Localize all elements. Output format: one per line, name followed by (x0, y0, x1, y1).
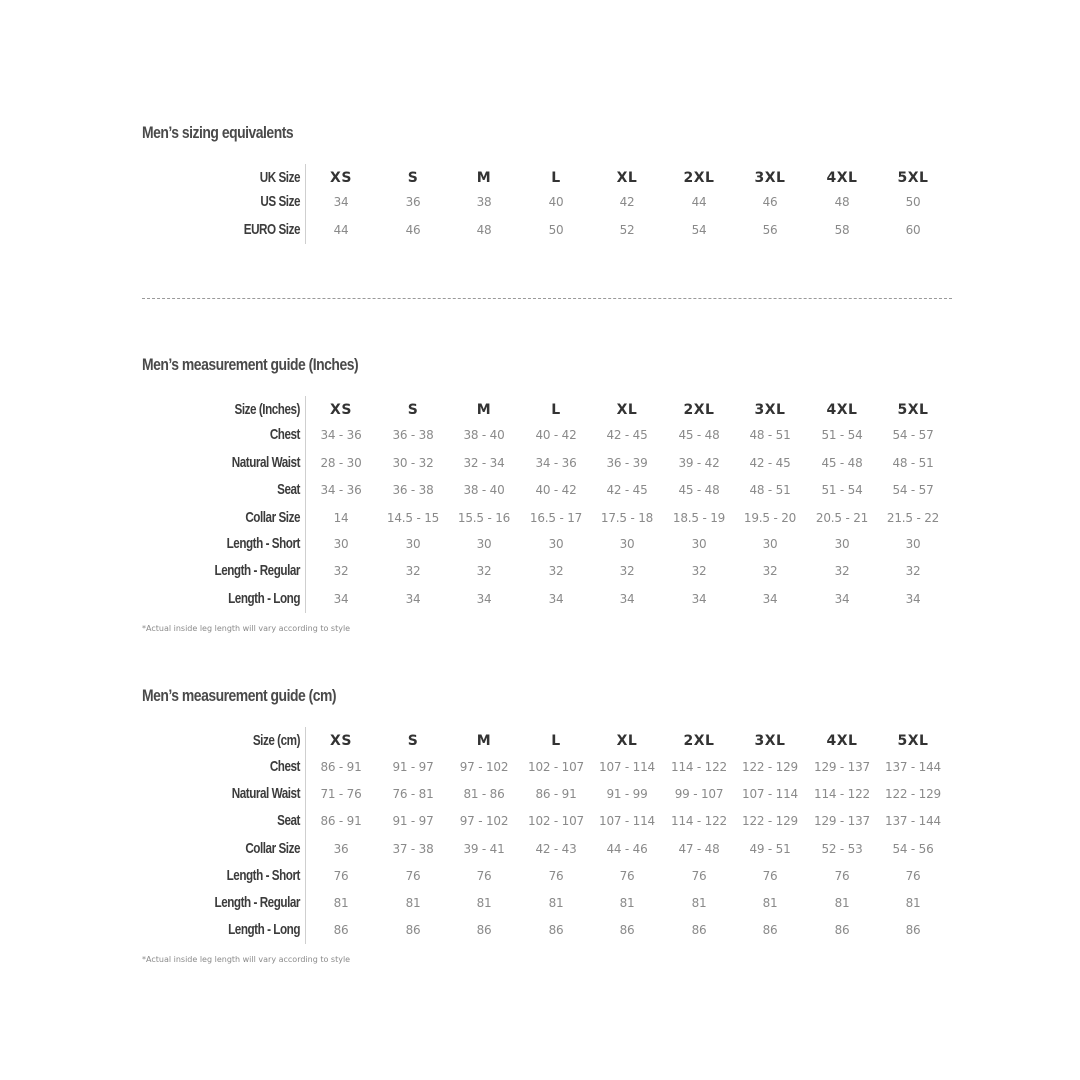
table-cell: 114 - 122 (814, 787, 870, 801)
table-cell: 48 - 51 (749, 428, 791, 442)
table-cell: 19.5 - 20 (743, 511, 797, 525)
table-cell: 86 (834, 923, 850, 937)
table-cell: 34 (762, 592, 778, 606)
table-row (0, 192, 1080, 212)
table-cell: 34 - 36 (535, 456, 577, 470)
table-row (0, 866, 1080, 886)
table-cell: 114 - 122 (671, 814, 727, 828)
row-label: Seat (277, 481, 300, 498)
table-header-row (0, 731, 1080, 751)
table-cell: 54 - 56 (892, 842, 934, 856)
table-cell: 52 - 53 (821, 842, 863, 856)
table-cell: 32 (619, 564, 635, 578)
table-cell: 32 (905, 564, 921, 578)
row-label: Collar Size (245, 840, 300, 857)
table-cell: 14.5 - 15 (386, 511, 440, 525)
table-cell: 76 (905, 869, 921, 883)
table-cell: 14 (333, 511, 349, 525)
row-label: Collar Size (245, 509, 300, 526)
table-cell: 44 - 46 (606, 842, 648, 856)
row-label: Length - Short (226, 867, 300, 884)
size-header: M (476, 170, 492, 186)
size-header: L (551, 402, 561, 418)
size-header: XS (330, 733, 352, 749)
table-cell: 46 (405, 223, 421, 237)
table-cell: 102 - 107 (528, 760, 584, 774)
table-cell: 51 - 54 (821, 483, 863, 497)
table-cell: 37 - 38 (392, 842, 434, 856)
table-cell: 17.5 - 18 (600, 511, 654, 525)
table-row (0, 480, 1080, 500)
row-label: UK Size (259, 169, 300, 186)
table-cell: 97 - 102 (459, 760, 509, 774)
row-label: Size (cm) (252, 732, 300, 749)
table-cell: 76 (405, 869, 421, 883)
table-cell: 42 - 45 (606, 483, 648, 497)
row-label: Chest (269, 426, 300, 443)
size-header: 2XL (683, 170, 715, 186)
table-row (0, 453, 1080, 473)
size-header: XL (616, 402, 638, 418)
table-cell: 49 - 51 (749, 842, 791, 856)
table-cell: 34 (476, 592, 492, 606)
table-cell: 48 (476, 223, 492, 237)
table-cell: 32 (476, 564, 492, 578)
table-cell: 28 - 30 (320, 456, 362, 470)
table-cell: 36 (333, 842, 349, 856)
size-header: S (407, 733, 419, 749)
section-title: Men’s sizing equivalents (142, 123, 294, 142)
table-cell: 86 (762, 923, 778, 937)
section-title: Men’s measurement guide (Inches) (142, 355, 359, 374)
table-cell: 86 (691, 923, 707, 937)
table-cell: 86 (333, 923, 349, 937)
table-row (0, 757, 1080, 777)
table-cell: 40 - 42 (535, 428, 577, 442)
table-row (0, 589, 1080, 609)
table-cell: 42 - 45 (749, 456, 791, 470)
table-cell: 122 - 129 (742, 814, 798, 828)
row-label: Seat (277, 812, 300, 829)
table-cell: 48 - 51 (749, 483, 791, 497)
table-cell: 36 (405, 195, 421, 209)
table-cell: 34 - 36 (320, 483, 362, 497)
table-cell: 44 (691, 195, 707, 209)
size-header: M (476, 733, 492, 749)
table-cell: 81 (762, 896, 778, 910)
table-cell: 38 - 40 (463, 483, 505, 497)
table-row (0, 784, 1080, 804)
table-cell: 60 (905, 223, 921, 237)
size-header: S (407, 402, 419, 418)
table-cell: 137 - 144 (885, 760, 941, 774)
size-header: XS (330, 402, 352, 418)
table-cell: 45 - 48 (821, 456, 863, 470)
table-cell: 39 - 41 (463, 842, 505, 856)
table-cell: 122 - 129 (885, 787, 941, 801)
row-label: Size (Inches) (234, 401, 300, 418)
table-cell: 129 - 137 (814, 760, 870, 774)
size-header: XL (616, 733, 638, 749)
table-row (0, 508, 1080, 528)
table-row (0, 811, 1080, 831)
table-cell: 86 - 91 (535, 787, 577, 801)
table-cell: 38 - 40 (463, 428, 505, 442)
table-cell: 137 - 144 (885, 814, 941, 828)
table-header-row (0, 168, 1080, 188)
table-cell: 32 (405, 564, 421, 578)
table-cell: 20.5 - 21 (815, 511, 869, 525)
table-cell: 122 - 129 (742, 760, 798, 774)
row-label: Length - Short (226, 535, 300, 552)
table-cell: 30 (476, 537, 492, 551)
size-header: 4XL (826, 733, 858, 749)
table-cell: 36 - 38 (392, 428, 434, 442)
table-cell: 99 - 107 (674, 787, 724, 801)
table-cell: 34 (333, 195, 349, 209)
table-cell: 32 (691, 564, 707, 578)
table-cell: 32 (762, 564, 778, 578)
table-cell: 114 - 122 (671, 760, 727, 774)
table-cell: 76 (762, 869, 778, 883)
size-header: S (407, 170, 419, 186)
table-cell: 50 (548, 223, 564, 237)
size-header: 5XL (897, 402, 929, 418)
table-cell: 30 (905, 537, 921, 551)
table-cell: 21.5 - 22 (886, 511, 940, 525)
size-header: 3XL (754, 170, 786, 186)
table-cell: 32 (333, 564, 349, 578)
table-cell: 34 (619, 592, 635, 606)
table-cell: 30 (405, 537, 421, 551)
table-cell: 45 - 48 (678, 428, 720, 442)
table-cell: 30 (548, 537, 564, 551)
table-cell: 30 (762, 537, 778, 551)
table-cell: 39 - 42 (678, 456, 720, 470)
table-cell: 107 - 114 (599, 760, 655, 774)
table-cell: 102 - 107 (528, 814, 584, 828)
size-header: 5XL (897, 170, 929, 186)
size-header: 4XL (826, 402, 858, 418)
row-label: EURO Size (243, 221, 300, 238)
table-cell: 34 (905, 592, 921, 606)
row-label: Natural Waist (231, 785, 300, 802)
table-cell: 81 (548, 896, 564, 910)
table-cell: 44 (333, 223, 349, 237)
table-cell: 81 (905, 896, 921, 910)
table-cell: 36 - 39 (606, 456, 648, 470)
table-row (0, 920, 1080, 940)
table-cell: 32 (834, 564, 850, 578)
size-header: L (551, 170, 561, 186)
table-cell: 51 - 54 (821, 428, 863, 442)
table-cell: 42 (619, 195, 635, 209)
table-cell: 30 (691, 537, 707, 551)
size-header: 3XL (754, 733, 786, 749)
table-cell: 56 (762, 223, 778, 237)
size-header: 4XL (826, 170, 858, 186)
table-cell: 18.5 - 19 (672, 511, 726, 525)
table-cell: 54 (691, 223, 707, 237)
table-cell: 76 - 81 (392, 787, 434, 801)
table-row (0, 561, 1080, 581)
table-cell: 107 - 114 (742, 787, 798, 801)
table-cell: 81 (405, 896, 421, 910)
row-label: Length - Regular (214, 894, 300, 911)
table-row (0, 893, 1080, 913)
table-cell: 34 (333, 592, 349, 606)
row-label: Natural Waist (231, 454, 300, 471)
size-header: L (551, 733, 561, 749)
table-cell: 129 - 137 (814, 814, 870, 828)
table-cell: 81 (333, 896, 349, 910)
table-cell: 40 (548, 195, 564, 209)
table-cell: 81 - 86 (463, 787, 505, 801)
table-cell: 34 (834, 592, 850, 606)
table-cell: 38 (476, 195, 492, 209)
table-cell: 54 - 57 (892, 483, 934, 497)
table-cell: 34 (405, 592, 421, 606)
table-cell: 81 (691, 896, 707, 910)
table-cell: 91 - 99 (606, 787, 648, 801)
table-cell: 42 - 45 (606, 428, 648, 442)
table-cell: 76 (476, 869, 492, 883)
table-cell: 30 (834, 537, 850, 551)
table-cell: 81 (834, 896, 850, 910)
table-cell: 32 (548, 564, 564, 578)
size-header: 5XL (897, 733, 929, 749)
row-label: Chest (269, 758, 300, 775)
table-cell: 47 - 48 (678, 842, 720, 856)
table-cell: 91 - 97 (392, 760, 434, 774)
size-header: 2XL (683, 402, 715, 418)
table-cell: 34 (691, 592, 707, 606)
size-header: XL (616, 170, 638, 186)
table-cell: 76 (691, 869, 707, 883)
table-cell: 36 - 38 (392, 483, 434, 497)
row-label: Length - Long (228, 921, 300, 938)
section-title: Men’s measurement guide (cm) (142, 686, 337, 705)
table-cell: 50 (905, 195, 921, 209)
table-cell: 81 (476, 896, 492, 910)
row-label: Length - Long (228, 590, 300, 607)
table-cell: 91 - 97 (392, 814, 434, 828)
table-cell: 86 (619, 923, 635, 937)
table-cell: 30 (619, 537, 635, 551)
table-row (0, 425, 1080, 445)
table-cell: 32 - 34 (463, 456, 505, 470)
table-row (0, 220, 1080, 240)
table-cell: 52 (619, 223, 635, 237)
footnote: *Actual inside leg length will vary according to style (142, 955, 351, 964)
row-label: Length - Regular (214, 562, 300, 579)
table-cell: 30 (333, 537, 349, 551)
section-divider (142, 298, 952, 299)
table-cell: 48 - 51 (892, 456, 934, 470)
table-cell: 76 (548, 869, 564, 883)
table-cell: 71 - 76 (320, 787, 362, 801)
table-header-row (0, 400, 1080, 420)
table-cell: 86 (476, 923, 492, 937)
table-cell: 34 - 36 (320, 428, 362, 442)
table-row (0, 839, 1080, 859)
table-cell: 86 - 91 (320, 760, 362, 774)
table-cell: 48 (834, 195, 850, 209)
table-cell: 30 - 32 (392, 456, 434, 470)
table-cell: 86 (905, 923, 921, 937)
footnote: *Actual inside leg length will vary according to style (142, 624, 351, 633)
size-header: 3XL (754, 402, 786, 418)
table-cell: 86 (405, 923, 421, 937)
table-cell: 76 (333, 869, 349, 883)
table-cell: 58 (834, 223, 850, 237)
size-header: XS (330, 170, 352, 186)
table-cell: 81 (619, 896, 635, 910)
table-cell: 34 (548, 592, 564, 606)
table-cell: 54 - 57 (892, 428, 934, 442)
table-cell: 42 - 43 (535, 842, 577, 856)
table-cell: 97 - 102 (459, 814, 509, 828)
table-cell: 107 - 114 (599, 814, 655, 828)
table-cell: 40 - 42 (535, 483, 577, 497)
table-cell: 16.5 - 17 (529, 511, 583, 525)
table-cell: 76 (834, 869, 850, 883)
table-cell: 15.5 - 16 (457, 511, 511, 525)
table-row (0, 534, 1080, 554)
table-cell: 45 - 48 (678, 483, 720, 497)
table-cell: 86 - 91 (320, 814, 362, 828)
row-label: US Size (260, 193, 300, 210)
table-cell: 46 (762, 195, 778, 209)
table-cell: 86 (548, 923, 564, 937)
size-header: M (476, 402, 492, 418)
table-cell: 76 (619, 869, 635, 883)
size-header: 2XL (683, 733, 715, 749)
